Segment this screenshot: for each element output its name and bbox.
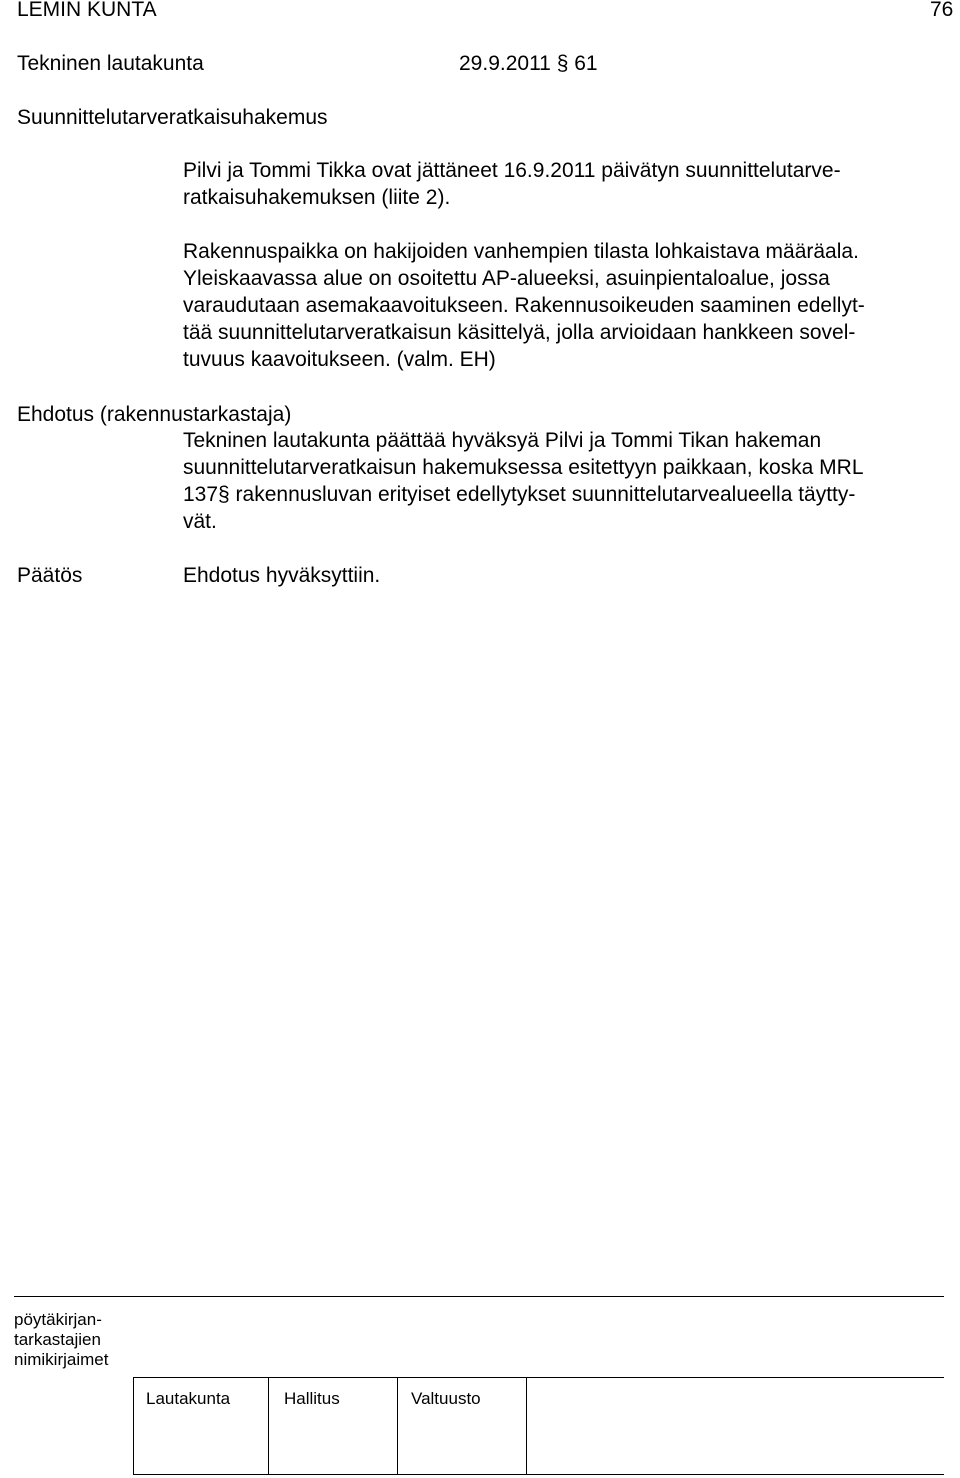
meeting-date-section: [459, 51, 598, 77]
signature-grid-divider: [397, 1377, 398, 1475]
section-number: 61: [574, 52, 598, 75]
municipality-name: LEMIN KUNTA: [17, 0, 157, 21]
paragraph-line: Tekninen lautakunta päättää hyväksyä Pilvi ja Tommi Tikan hakeman: [183, 429, 822, 452]
intro-paragraph: [183, 157, 943, 211]
signature-grid-bottom: [133, 1474, 944, 1475]
meeting-date: 29.9.2011: [459, 52, 551, 75]
section-mark: §: [556, 52, 569, 75]
item-title: Suunnittelutarveratkaisuhakemus: [17, 106, 328, 129]
paragraph-line: vät.: [183, 510, 217, 533]
signature-column-lautakunta: Lautakunta: [146, 1389, 231, 1408]
paragraph-line: tää suunnittelutarveratkaisun käsittelyä, jolla arvioidaan hankkeen sovel-: [183, 321, 856, 344]
signature-grid-divider: [133, 1377, 134, 1475]
description-paragraph: [183, 238, 943, 373]
paragraph-line: Yleiskaavassa alue on osoitettu AP-alueeksi, asuinpientaloalue, jossa: [183, 267, 830, 290]
proposal-paragraph: [183, 427, 943, 535]
decision-label: Päätös: [17, 564, 83, 587]
signature-grid-divider: [526, 1377, 527, 1475]
paragraph-line: 137§ rakennusluvan erityiset edellytykset suunnittelutarvealueella täytty-: [183, 483, 856, 506]
signature-label: [14, 1310, 108, 1370]
paragraph-line: Pilvi ja Tommi Tikka ovat jättäneet 16.9.2011 päivätyn suunnittelutarve-: [183, 159, 841, 182]
signature-grid-top: [133, 1377, 944, 1378]
signature-label-line: tarkastajien: [14, 1330, 101, 1349]
proposal-label: Ehdotus (rakennustarkastaja): [17, 403, 292, 426]
signature-column-valtuusto: Valtuusto: [411, 1389, 481, 1408]
signature-column-hallitus: Hallitus: [284, 1389, 340, 1408]
paragraph-line: varaudutaan asemakaavoitukseen. Rakennusoikeuden saaminen edellyt-: [183, 294, 865, 317]
paragraph-line: tuvuus kaavoitukseen. (valm. EH): [183, 348, 496, 371]
paragraph-line: suunnittelutarveratkaisun hakemuksessa esitettyyn paikkaan, koska MRL: [183, 456, 864, 479]
signature-grid-divider: [268, 1377, 269, 1475]
signature-label-line: pöytäkirjan-: [14, 1310, 102, 1329]
committee-name: Tekninen lautakunta: [17, 52, 204, 75]
paragraph-line: ratkaisuhakemuksen (liite 2).: [183, 186, 451, 209]
decision-text: Ehdotus hyväksyttiin.: [183, 564, 381, 587]
page-number: 76: [930, 0, 954, 21]
footer-top-rule: [14, 1296, 944, 1297]
signature-label-line: nimikirjaimet: [14, 1350, 109, 1369]
paragraph-line: Rakennuspaikka on hakijoiden vanhempien tilasta lohkaistava määräala.: [183, 240, 859, 263]
